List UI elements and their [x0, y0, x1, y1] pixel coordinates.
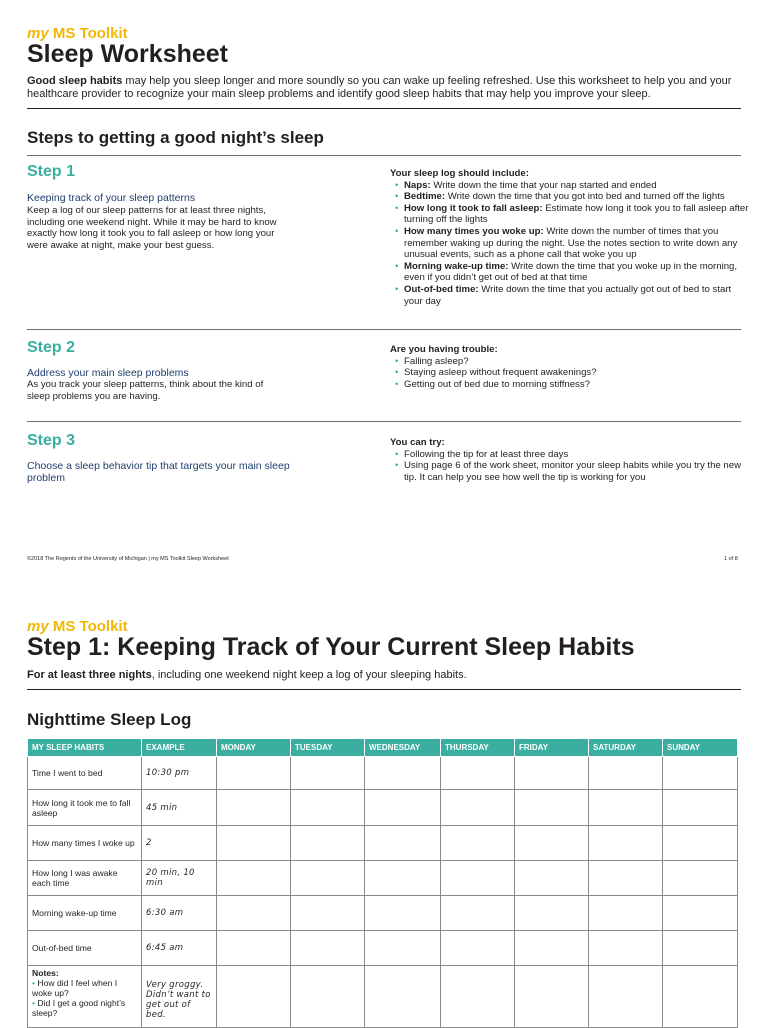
habit-cell: Out-of-bed time	[28, 931, 142, 966]
entry-cell[interactable]	[441, 757, 515, 790]
step-3-right	[390, 437, 750, 483]
entry-cell[interactable]	[589, 757, 663, 790]
column-header: FRIDAY	[515, 739, 589, 757]
entry-cell[interactable]	[515, 861, 589, 896]
step-2-right	[390, 344, 750, 390]
list-item: • Out-of-bed time: Write down the time that you actually got out of bed to start your day	[404, 284, 750, 307]
try-list	[390, 449, 750, 484]
table-row	[28, 896, 738, 931]
habit-cell: Morning wake-up time	[28, 896, 142, 931]
brand-my: my	[27, 618, 49, 635]
entry-cell[interactable]	[365, 826, 441, 861]
entry-cell[interactable]	[663, 896, 738, 931]
entry-cell[interactable]	[291, 896, 365, 931]
divider	[27, 329, 741, 330]
sleep-log-table	[27, 738, 738, 1028]
list-item: • Staying asleep without frequent awakenings?	[404, 367, 750, 379]
trouble-list	[390, 356, 750, 391]
entry-cell[interactable]	[589, 790, 663, 826]
entry-cell[interactable]	[589, 861, 663, 896]
entry-cell[interactable]	[291, 826, 365, 861]
entry-cell[interactable]	[515, 896, 589, 931]
table-row	[28, 757, 738, 790]
example-cell: 10:30 pm	[142, 757, 217, 790]
entry-cell[interactable]	[589, 826, 663, 861]
page-title: Step 1: Keeping Track of Your Current Sleep Habits	[27, 633, 635, 661]
column-header: TUESDAY	[291, 739, 365, 757]
habit-cell: Time I went to bed	[28, 757, 142, 790]
list-item: • How many times you woke up: Write down the number of times that you remember waking up during the night. Use the notes section to write down any unusual events, such as a phone call that woke you up	[404, 226, 750, 261]
table-row	[28, 826, 738, 861]
list-item: • How did I feel when I woke up?	[32, 978, 137, 998]
entry-cell[interactable]	[217, 757, 291, 790]
example-cell: 2	[142, 826, 217, 861]
entry-cell[interactable]	[663, 861, 738, 896]
table-row	[28, 790, 738, 826]
habit-cell: How long I was awake each time	[28, 861, 142, 896]
habit-cell: How many times I woke up	[28, 826, 142, 861]
divider	[27, 421, 741, 422]
column-header: THURSDAY	[441, 739, 515, 757]
entry-cell[interactable]	[365, 966, 441, 1028]
notes-label: Notes:	[32, 968, 59, 978]
step-1-subtitle: Keeping track of your sleep patterns	[27, 192, 196, 204]
entry-cell[interactable]	[515, 757, 589, 790]
entry-cell[interactable]	[441, 931, 515, 966]
entry-cell[interactable]	[291, 861, 365, 896]
list-item: • How long it took to fall asleep: Estimate how long it took you to fall asleep after turning off the lights	[404, 203, 750, 226]
example-cell: 45 min	[142, 790, 217, 826]
footer-copyright: ©2018 The Regents of the University of Michigan | my MS Toolkit Sleep Worksheet	[27, 556, 229, 562]
example-cell: 6:30 am	[142, 896, 217, 931]
brand-my: my	[27, 25, 49, 42]
divider	[27, 155, 741, 156]
entry-cell[interactable]	[663, 826, 738, 861]
list-item: • Falling asleep?	[404, 356, 750, 368]
brand-name: MS Toolkit	[52, 25, 128, 42]
intro-text	[27, 75, 747, 101]
entry-cell[interactable]	[515, 931, 589, 966]
brand-name: MS Toolkit	[52, 618, 128, 635]
example-cell: 20 min, 10 min	[142, 861, 217, 896]
entry-cell[interactable]	[217, 931, 291, 966]
intro-bold: For at least three nights	[27, 669, 152, 681]
page-title: Sleep Worksheet	[27, 40, 229, 68]
entry-cell[interactable]	[365, 790, 441, 826]
step-1-body: Keep a log of our sleep patterns for at least three nights, including one weekend night. While it may be hard to know exactly how long it took you to fall asleep or how long your were awake at night, make your best guess.	[27, 205, 277, 251]
step-3-label: Step 3	[27, 432, 76, 449]
notes-cell	[28, 966, 142, 1028]
example-cell: Very groggy. Didn’t want to get out of bed.	[142, 966, 217, 1028]
column-header: SUNDAY	[663, 739, 738, 757]
entry-cell[interactable]	[441, 790, 515, 826]
entry-cell[interactable]	[365, 757, 441, 790]
entry-cell[interactable]	[663, 966, 738, 1028]
entry-cell[interactable]	[441, 896, 515, 931]
step-2-label: Step 2	[27, 339, 76, 356]
entry-cell[interactable]	[291, 790, 365, 826]
list-item: • Bedtime: Write down the time that you got into bed and turned off the lights	[404, 191, 750, 203]
list-item: • Naps: Write down the time that your nap started and ended	[404, 180, 750, 192]
entry-cell[interactable]	[515, 790, 589, 826]
sleep-log-include-label: Your sleep log should include:	[390, 168, 529, 179]
entry-cell[interactable]	[365, 861, 441, 896]
table-header-row	[28, 739, 738, 757]
entry-cell[interactable]	[291, 931, 365, 966]
column-header: MY SLEEP HABITS	[28, 739, 142, 757]
entry-cell[interactable]	[441, 966, 515, 1028]
list-item: • Using page 6 of the work sheet, monitor your sleep habits while you try the new tip. It can help you see how well the tip is working for you	[404, 460, 750, 483]
entry-cell[interactable]	[217, 826, 291, 861]
column-header: WEDNESDAY	[365, 739, 441, 757]
table-row	[28, 966, 738, 1028]
example-cell: 6:45 am	[142, 931, 217, 966]
divider	[27, 108, 741, 109]
trouble-label: Are you having trouble:	[390, 344, 498, 355]
entry-cell[interactable]	[217, 861, 291, 896]
list-item: • Did I get a good night’s sleep?	[32, 998, 137, 1018]
entry-cell[interactable]	[217, 790, 291, 826]
list-item: • Morning wake-up time: Write down the time that you woke up in the morning, even if you didn’t get out of bed at that time	[404, 261, 750, 284]
column-header: MONDAY	[217, 739, 291, 757]
column-header: SATURDAY	[589, 739, 663, 757]
step-2-body: As you track your sleep patterns, think about the kind of sleep problems you are having.	[27, 379, 264, 402]
step-1-right	[390, 168, 750, 307]
entry-cell[interactable]	[515, 966, 589, 1028]
entry-cell[interactable]	[663, 790, 738, 826]
entry-cell[interactable]	[515, 826, 589, 861]
entry-cell[interactable]	[441, 826, 515, 861]
page-number: 1 of 8	[724, 556, 738, 562]
intro-rest: , including one weekend night keep a log of your sleeping habits.	[151, 669, 467, 681]
habit-cell: How long it took me to fall asleep	[28, 790, 142, 826]
table-row	[28, 861, 738, 896]
intro-rest: may help you sleep longer and more soundly so you can wake up feeling refreshed. Use this worksheet to help you and your healthcare provider to recognize your main sleep problems and identify good sleep habits that may help you improve your sleep.	[27, 75, 732, 100]
entry-cell[interactable]	[365, 931, 441, 966]
entry-cell[interactable]	[441, 861, 515, 896]
entry-cell[interactable]	[589, 931, 663, 966]
log-title: Nighttime Sleep Log	[27, 710, 192, 729]
step-2-subtitle: Address your main sleep problems	[27, 367, 189, 379]
notes-list	[32, 978, 137, 1018]
entry-cell[interactable]	[291, 757, 365, 790]
section-title: Steps to getting a good night’s sleep	[27, 128, 324, 147]
intro-text	[27, 669, 747, 682]
entry-cell[interactable]	[217, 966, 291, 1028]
list-item: • Following the tip for at least three days	[404, 449, 750, 461]
entry-cell[interactable]	[217, 896, 291, 931]
entry-cell[interactable]	[663, 931, 738, 966]
column-header: EXAMPLE	[142, 739, 217, 757]
entry-cell[interactable]	[663, 757, 738, 790]
list-item: • Getting out of bed due to morning stiffness?	[404, 379, 750, 391]
entry-cell[interactable]	[365, 896, 441, 931]
entry-cell[interactable]	[589, 896, 663, 931]
divider	[27, 689, 741, 690]
step-1-label: Step 1	[27, 163, 76, 180]
table-row	[28, 931, 738, 966]
entry-cell[interactable]	[589, 966, 663, 1028]
sleep-log-include-list	[390, 180, 750, 308]
step-3-subtitle: Choose a sleep behavior tip that targets your main sleep problem	[27, 460, 290, 484]
intro-bold: Good sleep habits	[27, 75, 123, 87]
entry-cell[interactable]	[291, 966, 365, 1028]
try-label: You can try:	[390, 437, 445, 448]
